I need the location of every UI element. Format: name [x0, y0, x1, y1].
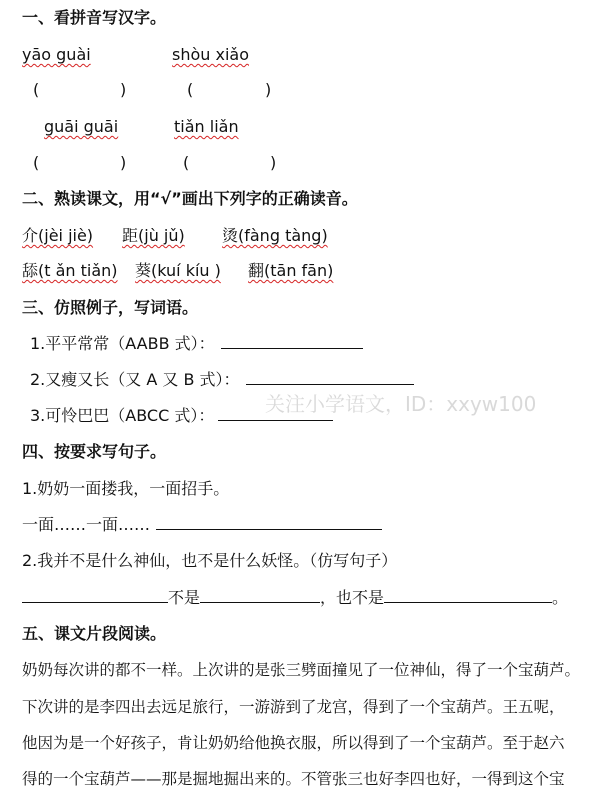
passage-line-3: 他因为是一个好孩子，肯让奶奶给他换衣服，所以得到了一个宝葫芦。至于赵六	[22, 734, 565, 752]
pinyin-1: yāo guài	[22, 45, 91, 64]
passage-line-1: 奶奶每次讲的都不一样。上次讲的是张三劈面撞见了一位神仙，得了一个宝葫芦。	[22, 661, 581, 679]
reading-tian: 舔(t ǎn tiǎn)	[22, 261, 118, 280]
answer-line[interactable]	[246, 370, 414, 385]
reading-tang: 烫(fàng tàng)	[222, 226, 328, 245]
passage-line-2: 下次讲的是李四出去远足旅行，一游游到了龙宫，得到了一个宝葫芦。王五呢，	[22, 698, 565, 716]
pinyin-2: shòu xiǎo	[172, 45, 249, 64]
blank-4-open: (	[183, 153, 190, 172]
passage-line-4: 得的一个宝葫芦——那是掘地掘出来的。不管张三也好李四也好，一得到这个宝	[22, 770, 565, 788]
reading-ju: 距(jù jǔ)	[122, 226, 185, 245]
word-item-1: 1.平平常常（AABB 式）：	[30, 334, 363, 354]
sentence-2-frame: 不是 ，也不是 。	[22, 588, 568, 608]
word-item-3: 3.可怜巴巴（ABCC 式）：	[30, 406, 333, 426]
word-item-2: 2.又瘦又长（又 A 又 B 式）：	[30, 370, 414, 390]
pinyin-4: tiǎn liǎn	[174, 117, 239, 136]
blank-3-open: (	[33, 153, 40, 172]
sentence-1: 1.奶奶一面搂我，一面招手。	[22, 479, 230, 498]
reading-jie: 介(jèi jiè)	[22, 226, 94, 245]
answer-line[interactable]	[22, 588, 168, 603]
answer-line[interactable]	[221, 334, 363, 349]
blank-2-close: )	[265, 80, 272, 99]
reading-fan: 翻(tān fān)	[248, 261, 334, 280]
blank-3-close: )	[120, 153, 127, 172]
section-4-title: 四、按要求写句子。	[22, 442, 167, 461]
pinyin-3: guāi guāi	[44, 117, 119, 136]
section-2-title: 二、熟读课文，用“√”画出下列字的正确读音。	[22, 189, 358, 208]
section-1-title: 一、看拼音写汉字。	[22, 8, 167, 27]
answer-line[interactable]	[384, 588, 552, 603]
sentence-2: 2.我并不是什么神仙，也不是什么妖怪。（仿写句子）	[22, 551, 398, 570]
blank-4-close: )	[270, 153, 277, 172]
answer-line[interactable]	[200, 588, 320, 603]
sentence-1-frame: 一面……一面……	[22, 515, 382, 535]
blank-1-open: (	[33, 80, 40, 99]
blank-2-open: (	[187, 80, 194, 99]
blank-1-close: )	[120, 80, 127, 99]
reading-kui: 葵(kuí kíu )	[135, 261, 221, 280]
answer-line[interactable]	[156, 515, 382, 530]
watermark: 关注小学语文，ID：xxyw100	[265, 392, 537, 416]
section-3-title: 三、仿照例子，写词语。	[22, 298, 199, 317]
section-5-title: 五、课文片段阅读。	[22, 624, 167, 643]
